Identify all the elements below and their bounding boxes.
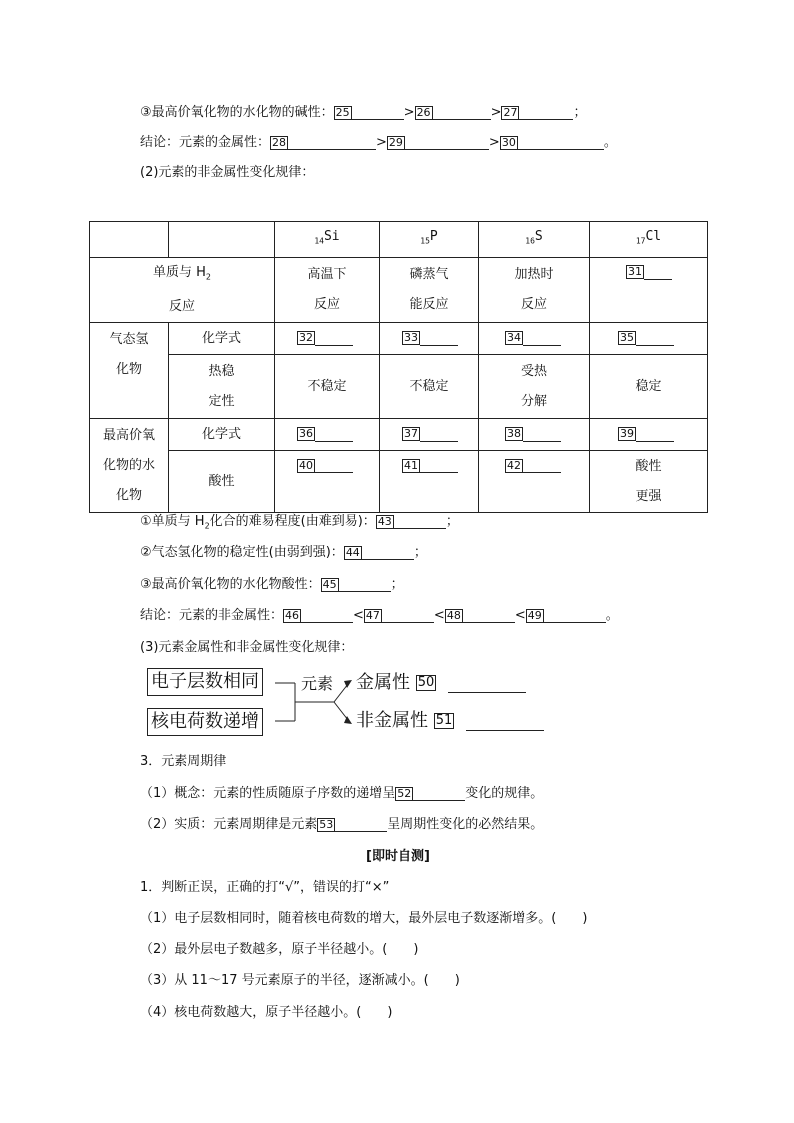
row-label-h2-reaction: 单质与 $H_2$ 反应 [90,257,275,323]
essence-text-a: （2）实质：元素周期律是元素 [140,817,318,832]
blank-number-48: 48 [446,608,461,622]
answer-blank-45[interactable] [339,577,391,592]
blank-number-28: 28 [272,135,287,149]
diagram-heading: (3)元素金属性和非金属性变化规律： [140,640,354,655]
question-4[interactable]: （4）核电荷数越大，原子半径越小。( ) [140,1005,393,1020]
item3-text: ③最高价氧化物的水化物酸性： [140,577,321,592]
si-stability: 不稳定 [275,355,380,419]
answer-blank-50[interactable] [448,674,526,693]
s-hydride-formula [479,323,590,355]
row-label-hydride: 气态氢 化物 [90,323,169,419]
s-acidity [479,451,590,513]
blank-number-50: 50 [417,675,435,690]
judge-heading: 1．判断正误，正确的打“√”，错误的打“×” [140,880,390,895]
period: 。 [605,608,619,623]
less-than: < [353,608,364,623]
question-1[interactable]: （1）电子层数相同时，随着核电荷数的增大，最外层电子数逐渐增多。( ) [140,911,588,926]
s-reaction: 加热时 反应 [479,257,590,323]
nonmetal-conclusion-line [140,606,619,626]
less-than: < [514,608,526,623]
blank-number-35: 35 [620,331,634,345]
header-p: $_{15}$P [380,222,479,258]
cl-reaction-cell [590,257,708,323]
nonmetal-label: 非金属性 [356,710,428,731]
answer-blank-25[interactable] [352,105,404,120]
answer-blank-33[interactable] [420,331,458,346]
alkalinity-text: ③最高价氧化物的水化物的碱性： [140,105,334,120]
nonmetal-heading: (2)元素的非金属性变化规律： [140,165,315,180]
answer-blank-46[interactable] [301,608,353,623]
semicolon: ； [413,545,427,560]
answer-blank-39[interactable] [636,427,674,442]
blank-number-30: 30 [501,135,516,149]
self-test-title: [即时自测] [366,849,430,864]
law-heading: 3．元素周期律 [140,754,227,769]
concept-text-b: 变化的规律。 [465,786,544,801]
semicolon: ； [445,514,459,529]
blank-number-27: 27 [503,105,518,119]
si-hydride-formula [275,323,380,355]
blank-number-52: 52 [397,786,412,800]
answer-blank-51[interactable] [466,712,544,731]
answer-blank-42[interactable] [523,458,561,473]
acidity-label: 酸性 [169,451,275,513]
blank-number-45: 45 [322,577,337,591]
blank-number-51: 51 [435,713,453,728]
answer-blank-38[interactable] [523,427,561,442]
blank-number-32: 32 [299,331,313,345]
header-cl: $_{17}$Cl [590,222,708,258]
blank-number-31: 31 [628,265,642,279]
blank-number-47: 47 [365,608,380,622]
answer-blank-26[interactable] [433,105,491,120]
p-acid-formula [380,419,479,451]
less-than: < [433,608,445,623]
concept-text-a: （1）概念：元素的性质随原子序数的递增呈 [140,786,396,801]
blank-number-37: 37 [404,427,418,441]
p-reaction: 磷蒸气 能反应 [380,257,479,323]
blank-number-36: 36 [299,427,313,441]
essence-text-b: 呈周期性变化的必然结果。 [387,817,544,832]
answer-blank-41[interactable] [420,458,458,473]
answer-blank-40[interactable] [315,458,353,473]
greater-than: > [403,105,415,120]
header-s: $_{16}$S [479,222,590,258]
diagram-box-same-shells: 电子层数相同 [147,668,263,696]
blank-number-38: 38 [507,427,521,441]
answer-blank-28[interactable] [288,135,376,150]
metal-conclusion-line [140,133,617,153]
answer-blank-31[interactable] [644,265,672,280]
metal-label: 金属性 [356,672,410,693]
answer-blank-35[interactable] [636,331,674,346]
empty-header-cell [90,222,169,258]
answer-blank-30[interactable] [518,135,604,150]
header-si: $_{14}$Si [275,222,380,258]
s-acid-formula [479,419,590,451]
formula-label: 化学式 [169,323,275,355]
cl-acidity: 酸性 更强 [590,451,708,513]
formula-label: 化学式 [169,419,275,451]
answer-blank-44[interactable] [362,545,414,560]
item1-text-a: ①单质与 H [140,514,205,529]
diagram-element-label: 元素 [301,674,334,693]
diagram-nonmetal-line [356,708,544,734]
answer-blank-53[interactable] [335,817,387,832]
item1-text-b: 化合的难易程度(由难到易)： [209,514,376,529]
blank-number-46: 46 [285,608,300,622]
answer-blank-32[interactable] [315,331,353,346]
blank-number-29: 29 [388,135,403,149]
blank-number-44: 44 [345,545,360,559]
question-2[interactable]: （2）最外层电子数越多，原子半径越小。( ) [140,942,419,957]
empty-header-cell [169,222,275,258]
p-hydride-formula [380,323,479,355]
answer-blank-27[interactable] [519,105,573,120]
answer-blank-52[interactable] [413,786,465,801]
answer-blank-47[interactable] [382,608,434,623]
blank-number-40: 40 [299,458,313,472]
answer-blank-37[interactable] [420,427,458,442]
blank-number-42: 42 [507,458,521,472]
row-label-oxide-hydrate: 最高价氧 化物的水 化物 [90,419,169,513]
concept-line [140,784,543,804]
answer-blank-34[interactable] [523,331,561,346]
blank-number-33: 33 [404,331,418,345]
answer-blank-43[interactable] [394,514,446,529]
blank-number-41: 41 [404,458,418,472]
item2-text: ②气态氢化物的稳定性(由弱到强)： [140,545,344,560]
metal-conclusion-text: 结论：元素的金属性： [140,135,271,150]
blank-number-34: 34 [507,331,521,345]
blank-number-25: 25 [335,105,350,119]
blank-number-26: 26 [416,105,431,119]
stability-label: 热稳 定性 [169,355,275,419]
blank-number-49: 49 [527,608,542,622]
answer-blank-49[interactable] [544,608,606,623]
cl-hydride-formula [590,323,708,355]
semicolon: ； [573,105,587,120]
nonmetal-table [89,221,708,513]
item1-subscript: 2 [204,521,210,531]
s-stability: 受热 分解 [479,355,590,419]
si-acidity [275,451,380,513]
cl-acid-formula [590,419,708,451]
diagram-box-increasing-charge: 核电荷数递增 [147,708,263,736]
nonmetal-conclusion-text: 结论：元素的非金属性： [140,608,284,623]
essence-line [140,815,543,835]
question-3[interactable]: （3）从 11～17 号元素原子的半径，逐渐减小。( ) [140,973,460,988]
greater-than: > [490,105,502,120]
item2-line [140,543,427,563]
answer-blank-48[interactable] [463,608,515,623]
semicolon: ； [390,577,404,592]
blank-number-39: 39 [620,427,634,441]
blank-number-53: 53 [319,817,334,831]
answer-blank-29[interactable] [405,135,489,150]
period: 。 [603,135,617,150]
blank-number-43: 43 [377,514,392,528]
si-acid-formula [275,419,380,451]
diagram-metal-line [356,670,526,696]
greater-than: > [376,135,387,150]
item3-line [140,575,404,595]
answer-blank-36[interactable] [315,427,353,442]
si-reaction: 高温下 反应 [275,257,380,323]
alkalinity-line [140,103,586,123]
p-stability: 不稳定 [380,355,479,419]
p-acidity [380,451,479,513]
item1-line [140,512,459,537]
greater-than: > [488,135,500,150]
cl-stability: 稳定 [590,355,708,419]
